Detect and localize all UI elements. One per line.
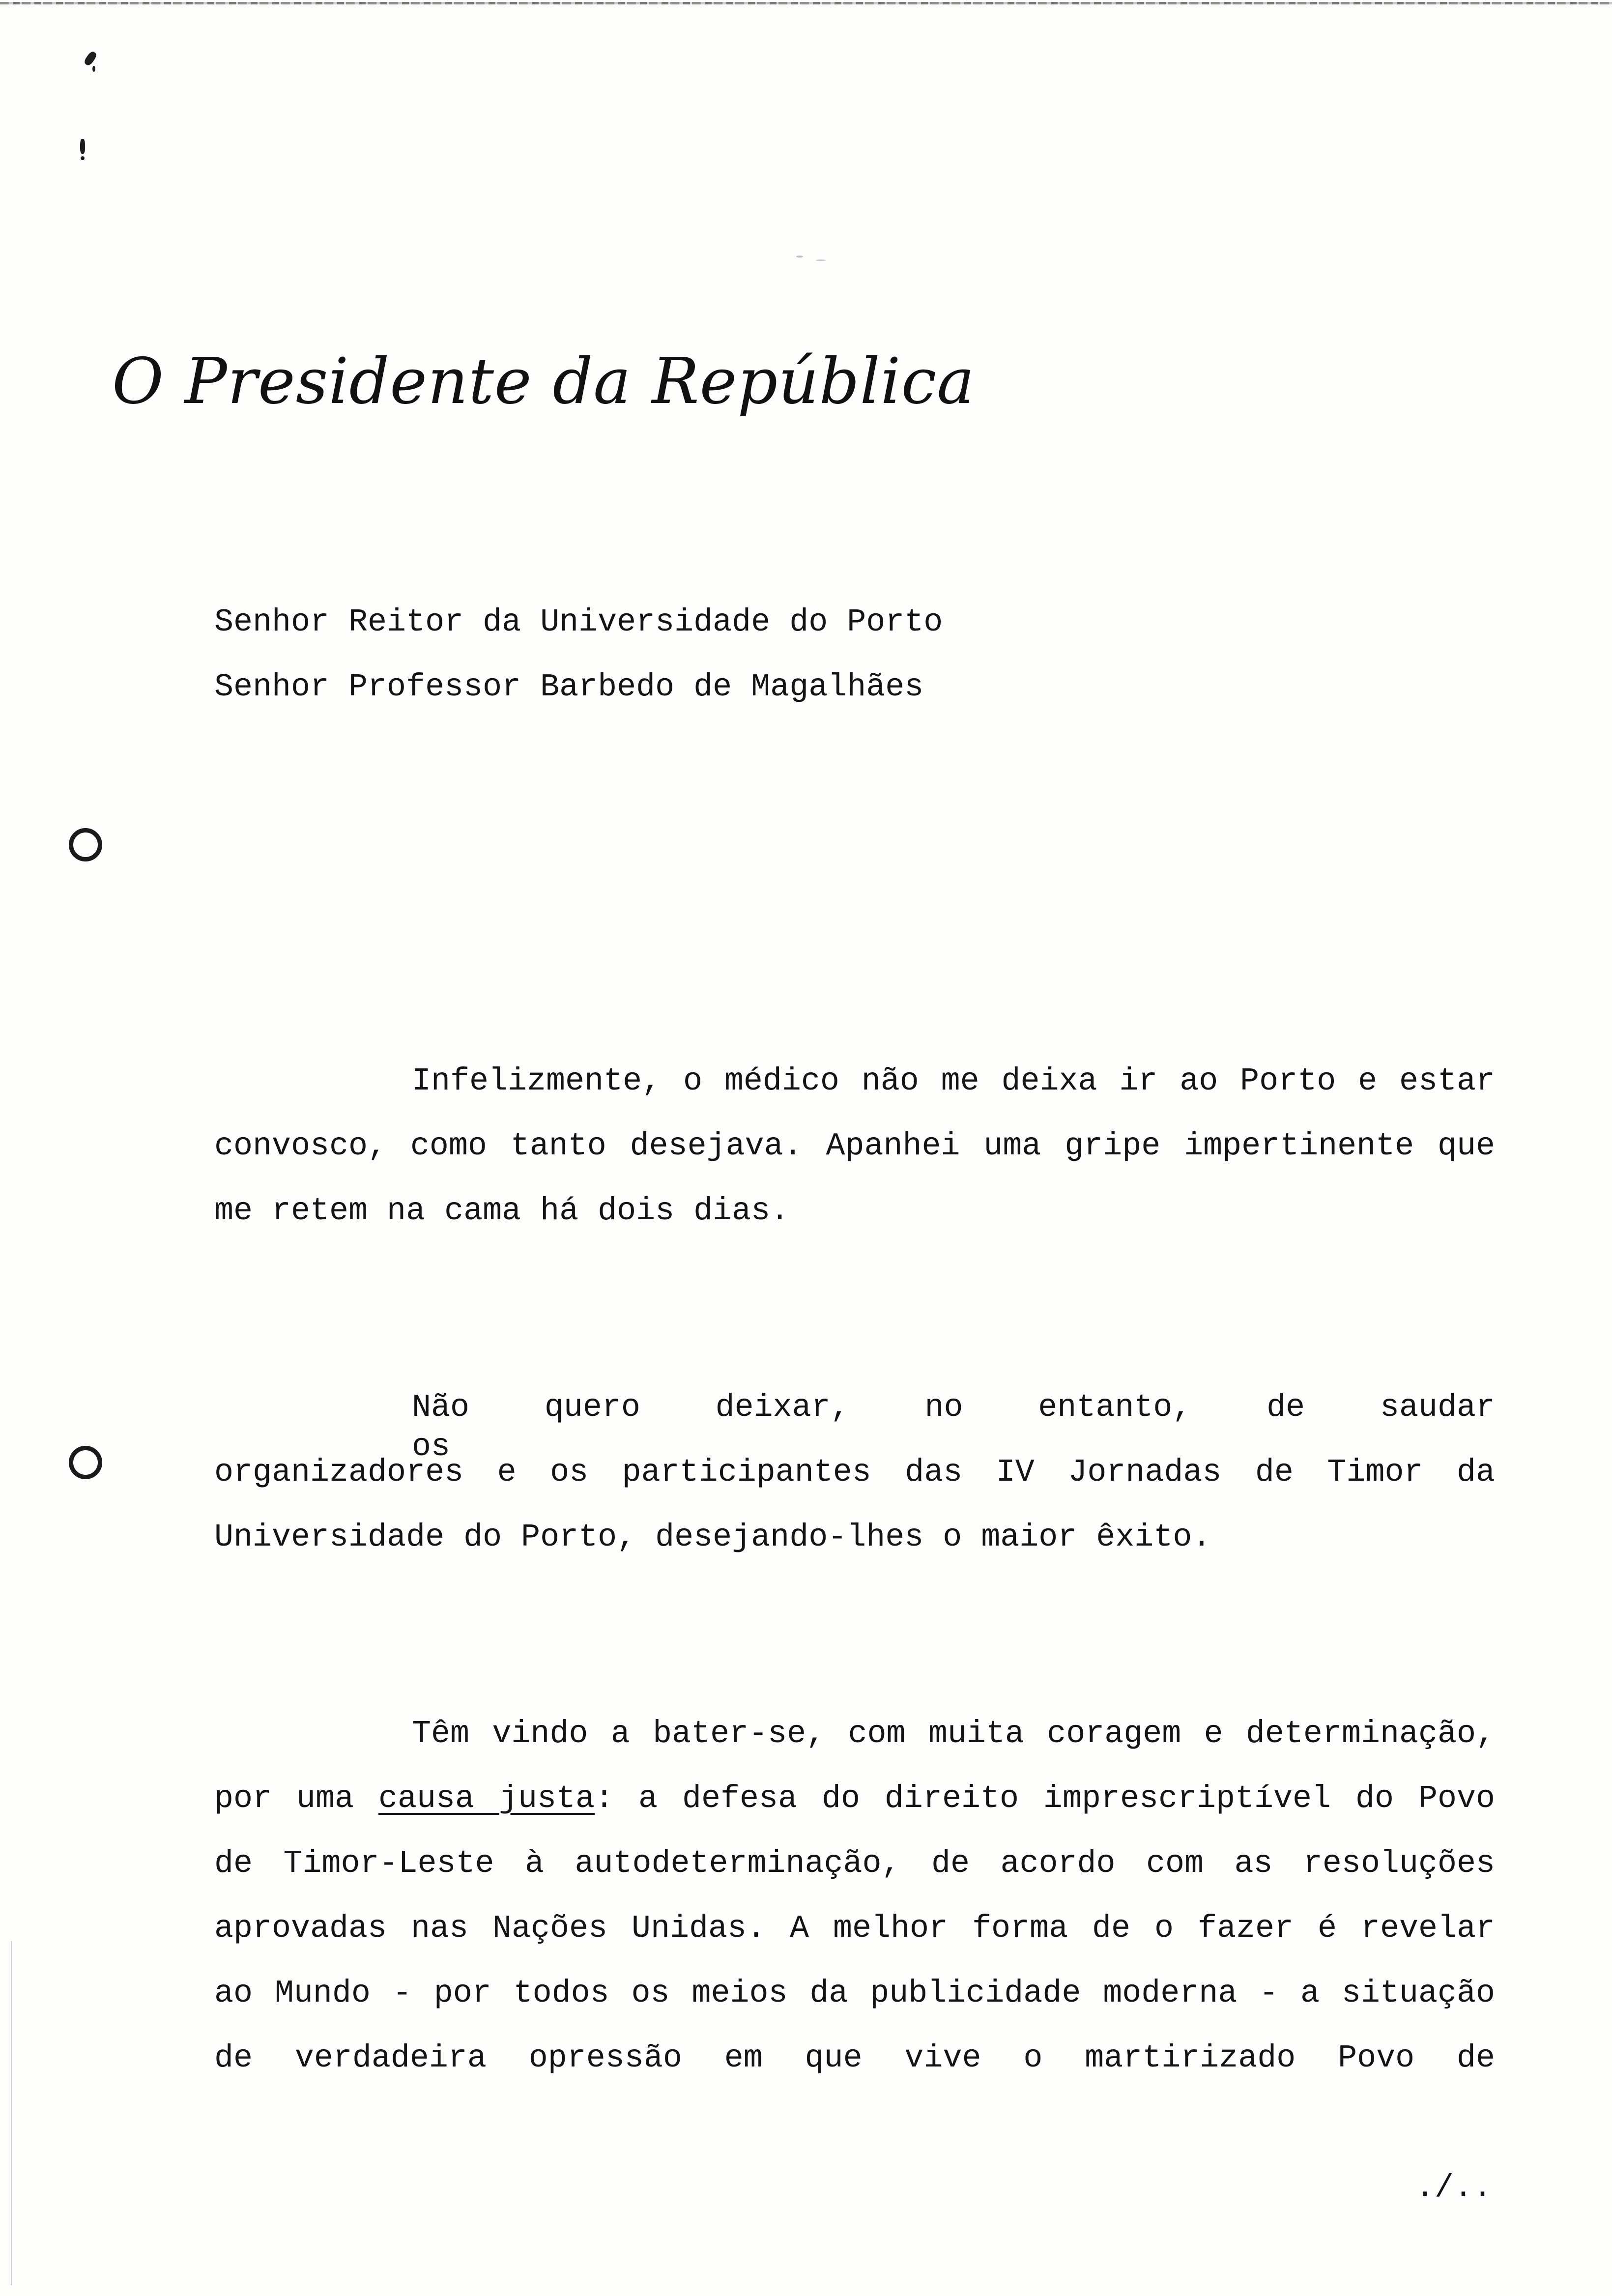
- paragraph-3-line-3: de Timor-Leste à autodeterminação, de acordo com as resoluções: [214, 1845, 1495, 1882]
- paragraph-3-line-2-start: por uma: [214, 1780, 354, 1817]
- letterhead-script: [107, 339, 975, 437]
- scan-speck: [796, 256, 803, 258]
- paragraph-2-line-2: organizadores e os participantes das IV Jornadas de Timor da: [214, 1454, 1495, 1491]
- scan-speck: [92, 66, 95, 72]
- continuation-mark: ./..: [1415, 2170, 1493, 2206]
- paragraph-3-line-6: de verdadeira opressão em que vive o martirizado Povo de: [214, 2040, 1495, 2076]
- scan-speck: [80, 139, 85, 154]
- letterhead: [107, 339, 975, 437]
- punch-hole-upper: [69, 828, 102, 861]
- scan-speck: [816, 259, 826, 261]
- paragraph-1-line-2: convosco, como tanto desejava. Apanhei uma gripe impertinente que: [214, 1128, 1495, 1164]
- underlined-phrase: causa justa: [378, 1780, 595, 1817]
- paragraph-2-line-3: Universidade do Porto, desejando-lhes o maior êxito.: [214, 1519, 1211, 1555]
- paragraph-3-line-2: [214, 1779, 1495, 1818]
- scan-left-edge: [11, 1941, 12, 2285]
- punch-hole-lower: [69, 1446, 102, 1479]
- salutation-line-1: Senhor Reitor da Universidade do Porto: [214, 604, 943, 640]
- scan-speck: [81, 156, 85, 160]
- paragraph-3-line-1: Têm vindo a bater-se, com muita coragem e determinação,: [412, 1716, 1495, 1752]
- paragraph-1-line-1: Infelizmente, o médico não me deixa ir ao Porto e estar: [412, 1063, 1495, 1099]
- paragraph-3-line-5: ao Mundo - por todos os meios da publicidade moderna - a situação: [214, 1975, 1495, 2011]
- paragraph-3-line-2-end: : a defesa do direito imprescriptível do Povo: [595, 1780, 1495, 1817]
- salutation-line-2: Senhor Professor Barbedo de Magalhães: [214, 669, 924, 705]
- paragraph-3-line-4: aprovadas nas Nações Unidas. A melhor forma de o fazer é revelar: [214, 1910, 1495, 1947]
- paragraph-1-line-3: me retem na cama há dois dias.: [214, 1193, 790, 1229]
- letterhead-title: O Presidente da República: [112, 345, 975, 418]
- scan-top-edge: [0, 2, 1612, 4]
- scan-speck: [83, 50, 98, 67]
- paragraph-2-line-1: Não quero deixar, no entanto, de saudar os: [412, 1389, 1495, 1465]
